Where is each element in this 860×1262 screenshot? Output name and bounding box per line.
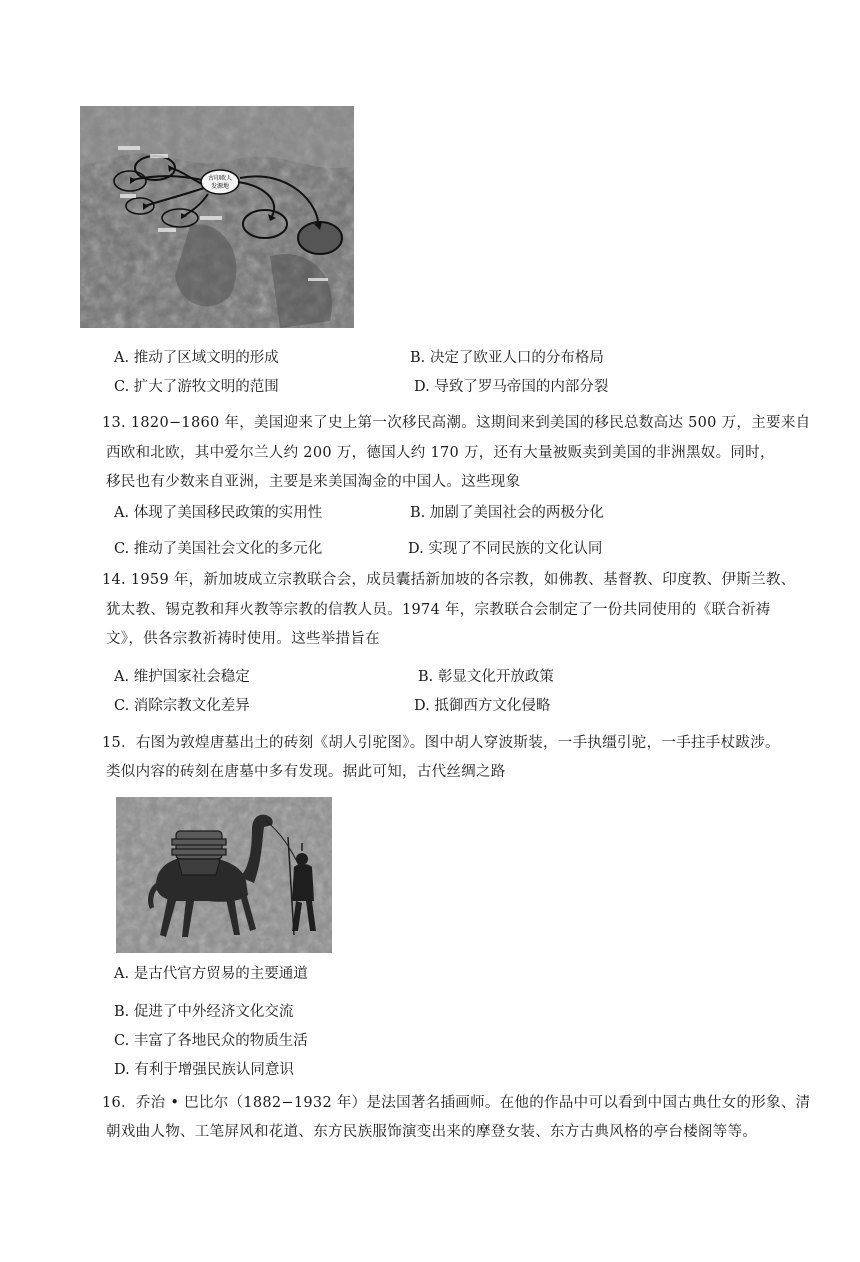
q12-option-a: A. 推动了区域文明的形成 (114, 350, 279, 366)
q13-text-line-2: 西欧和北欧，其中爱尔兰人约 200 万，德国人约 170 万，还有大量被贩卖到美国的非洲黑奴。同时， (106, 445, 775, 461)
q13-option-d: D. 实现了不同民族的文化认同 (408, 541, 603, 557)
q13-text-line-3: 移民也有少数来自亚洲，主要是来美国淘金的中国人。这些现象 (106, 474, 521, 490)
q13-option-a: A. 体现了美国移民政策的实用性 (114, 505, 323, 521)
origin-label-ellipse (201, 170, 239, 194)
q15-text-line-1: 15．右图为敦煌唐墓出土的砖刻《胡人引驼图》。图中胡人穿波斯装，一手执缰引驼，一手拄手杖跋涉。 (102, 735, 780, 751)
q14-option-d: D. 抵御西方文化侵略 (414, 698, 551, 714)
q14-option-b: B. 彰显文化开放政策 (418, 669, 554, 685)
map-illustration (80, 106, 354, 328)
origin-label-line1: 古印欧人 (207, 175, 233, 182)
q13-option-b: B. 加剧了美国社会的两极分化 (410, 505, 604, 521)
origin-label-line2: 发源地 (210, 183, 230, 190)
q13-text-line-1: 13. 1820−1860 年，美国迎来了史上第一次移民高潮。这期间来到美国的移民总数高达 500 万，主要来自 (102, 415, 811, 431)
q14-text-line-3: 文》，供各宗教祈祷时使用。这些举措旨在 (106, 631, 380, 647)
camel-mural-figure (116, 797, 332, 953)
q14-text-line-2: 犹太教、锡克教和拜火教等宗教的信教人员。1974 年，宗教联合会制定了一份共同使用的《联合祈祷 (106, 602, 771, 618)
q13-option-c: C. 推动了美国社会文化的多元化 (114, 541, 323, 557)
q12-option-d: D. 导致了罗马帝国的内部分裂 (414, 379, 609, 395)
q16-text-line-2: 朝戏曲人物、工笔屏风和花道、东方民族服饰演变出来的摩登女装、东方古典风格的亭台楼阁等等。 (106, 1124, 758, 1140)
q15-option-d: D. 有利于增强民族认同意识 (114, 1062, 294, 1078)
q14-option-a: A. 维护国家社会稳定 (114, 669, 250, 685)
q15-option-a: A. 是古代官方贸易的主要通道 (114, 966, 308, 982)
q16-text-line-1: 16．乔治 • 巴比尔（1882−1932 年）是法国著名插画师。在他的作品中可以看到中国古典仕女的形象、清 (102, 1095, 811, 1111)
q15-option-b: B. 促进了中外经济文化交流 (114, 1004, 294, 1020)
q12-option-c: C. 扩大了游牧文明的范围 (114, 379, 279, 395)
camel-leader-illustration (116, 797, 332, 953)
q14-option-c: C. 消除宗教文化差异 (114, 698, 250, 714)
q12-option-b: B. 决定了欧亚人口的分布格局 (410, 350, 604, 366)
q15-option-c: C. 丰富了各地民众的物质生活 (114, 1033, 308, 1049)
migration-map-figure (80, 106, 354, 328)
q14-text-line-1: 14. 1959 年，新加坡成立宗教联合会，成员囊括新加坡的各宗教，如佛教、基督教、印度教、伊斯兰教、 (102, 572, 796, 588)
q15-text-line-2: 类似内容的砖刻在唐墓中多有发现。据此可知，古代丝绸之路 (106, 764, 506, 780)
